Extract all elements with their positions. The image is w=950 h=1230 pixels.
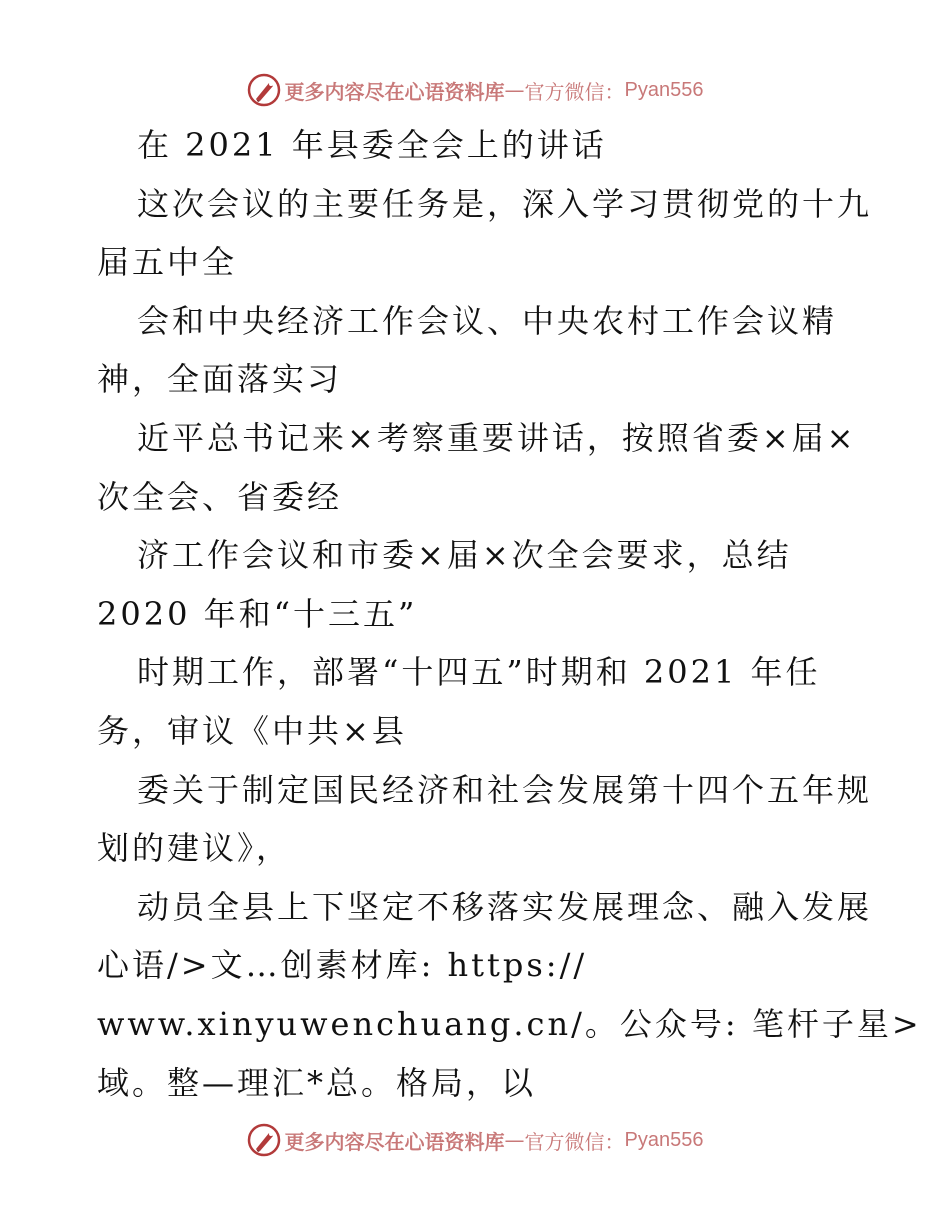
document-title: 在 2021 年县委全会上的讲话 [137, 126, 607, 164]
paragraph-line: www.xinyuwenchuang.cn/。公众号: 笔杆子星> [97, 1004, 922, 1043]
paragraph-line: 神，全面落实习 [97, 360, 343, 399]
paragraph-line: 委关于制定国民经济和社会发展第十四个五年规 [137, 770, 873, 809]
paragraph-line: 2020 年和“十三五” [97, 594, 418, 633]
banner-wechat-label: 官方微信： [524, 79, 625, 104]
paragraph-line: 会和中央经济工作会议、中央农村工作会议精 [137, 301, 838, 340]
paragraph-line: 届五中全 [97, 243, 238, 282]
banner-slogan: 更多内容尽在心语资料库 [284, 79, 505, 104]
paragraph-line: 域。整—理汇*总。格局，以 [97, 1063, 537, 1102]
paragraph-line: 动员全县上下坚定不移落实发展理念、融入发展 [137, 887, 873, 926]
banner-wechat-id: Pyan556 [624, 78, 704, 101]
banner-wechat-id: Pyan556 [624, 1128, 704, 1151]
pen-logo-icon [247, 73, 281, 107]
banner-separator: — [504, 78, 525, 102]
paragraph-line: 次全会、省委经 [97, 477, 343, 516]
banner-separator: — [504, 1128, 525, 1152]
header-banner [0, 70, 950, 110]
paragraph-line: 时期工作，部署“十四五”时期和 2021 年任 [137, 653, 821, 692]
paragraph-line: 心语/>文…创素材库: https:// [97, 946, 588, 985]
pen-logo-icon [247, 1123, 281, 1157]
footer-banner [0, 1120, 950, 1160]
paragraph-line: 济工作会议和市委×届×次全会要求，总结 [137, 536, 792, 575]
document-body [97, 116, 922, 1112]
banner-slogan: 更多内容尽在心语资料库 [284, 1129, 505, 1154]
banner-wechat-label: 官方微信： [524, 1129, 625, 1154]
paragraph-line: 划的建议》， [97, 829, 292, 868]
paragraph-line: 近平总书记来×考察重要讲话，按照省委×届× [137, 418, 857, 457]
paragraph-line: 这次会议的主要任务是，深入学习贯彻党的十九 [137, 184, 873, 223]
paragraph-line: 务，审议《中共×县 [97, 711, 407, 750]
